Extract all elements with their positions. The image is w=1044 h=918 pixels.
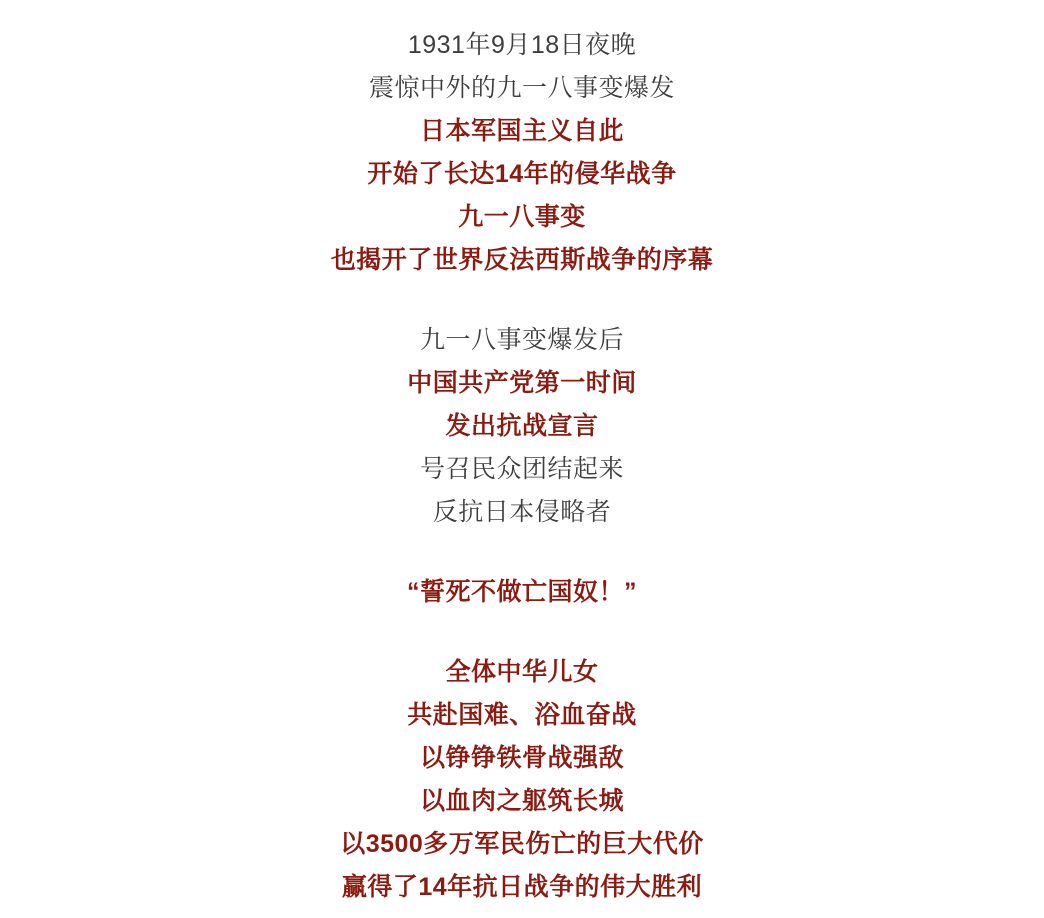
emphasis-text-line: 发出抗战宣言 (445, 412, 599, 440)
emphasis-text-line: 中国共产党第一时间 (407, 369, 637, 397)
emphasis-text-line: 九一八事变 (458, 203, 586, 231)
text-line: 1931年9月18日夜晚 (407, 31, 637, 59)
emphasis-text-line: 全体中华儿女 (445, 658, 599, 686)
emphasis-text-line: 以血肉之躯筑长城 (419, 787, 624, 815)
emphasis-text-line: 日本军国主义自此 (419, 117, 624, 145)
text-line: 反抗日本侵略者 (432, 498, 612, 526)
text-section (0, 319, 1044, 534)
text-section (0, 24, 1044, 282)
text-line: 号召民众团结起来 (419, 455, 624, 483)
article-text-container (0, 24, 1044, 909)
emphasis-text-line: 也揭开了世界反法西斯战争的序幕 (330, 246, 714, 274)
text-section (0, 651, 1044, 909)
emphasis-text-line: “誓死不做亡国奴！” (406, 578, 637, 606)
emphasis-text-line: 以3500多万军民伤亡的巨大代价 (340, 830, 704, 858)
emphasis-text-line: 以铮铮铁骨战强敌 (419, 744, 624, 772)
emphasis-text-line: 开始了长达14年的侵华战争 (367, 160, 677, 188)
text-line: 震惊中外的九一八事变爆发 (368, 74, 675, 102)
text-line: 九一八事变爆发后 (419, 326, 624, 354)
text-section (0, 571, 1044, 614)
emphasis-text-line: 共赴国难、浴血奋战 (407, 701, 637, 729)
emphasis-text-line: 赢得了14年抗日战争的伟大胜利 (341, 873, 703, 901)
